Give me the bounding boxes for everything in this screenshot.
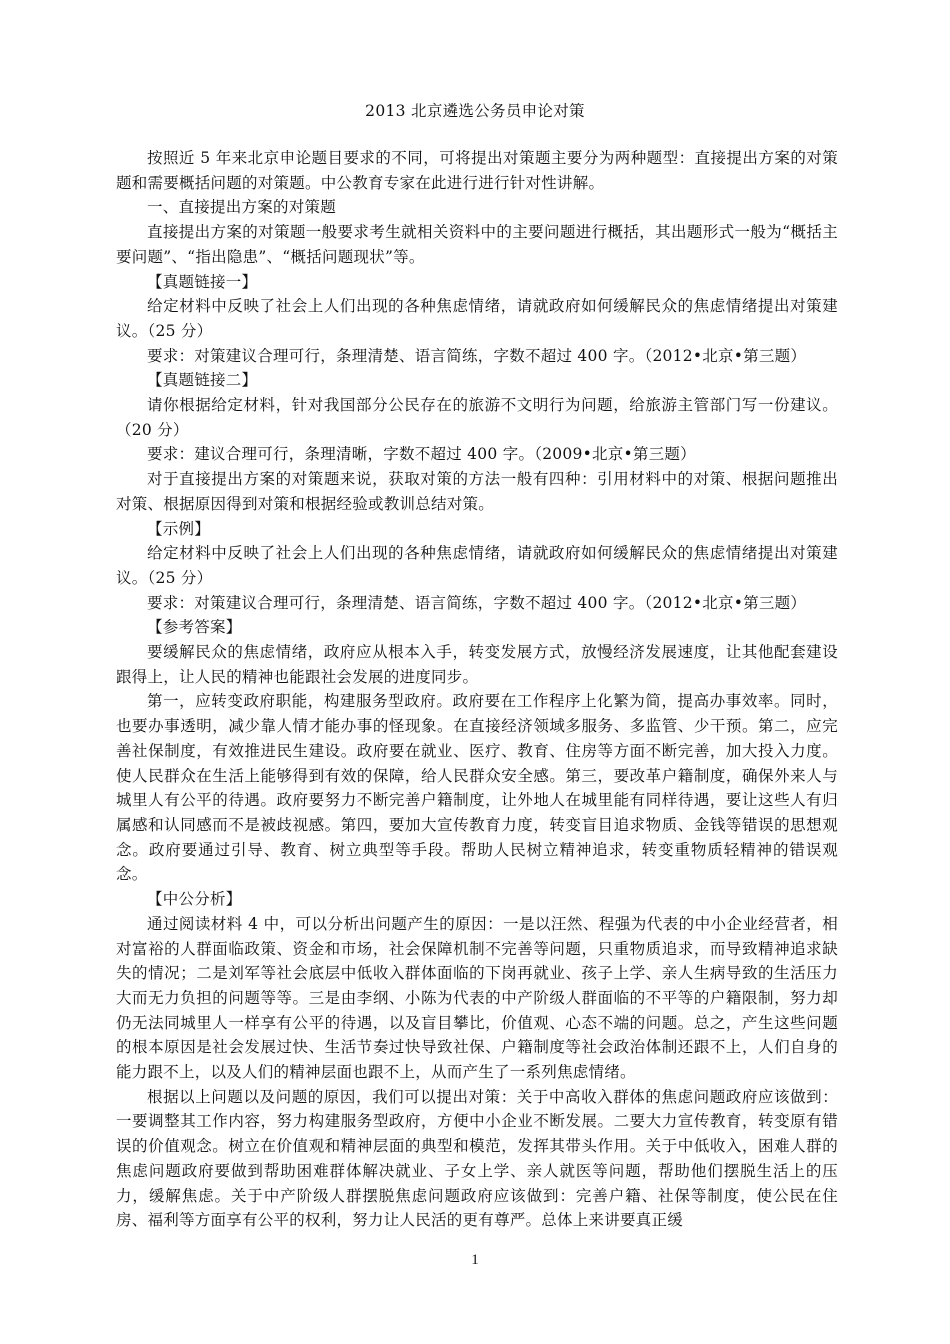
- heading-analysis: 【中公分析】: [147, 890, 242, 909]
- paragraph-exam-link-one-question: 给定材料中反映了社会上人们出现的各种焦虑情绪，请就政府如何缓解民众的焦虑情绪提出对策建议。（25 分）: [116, 297, 838, 340]
- paragraph-answer-intro: 要缓解民众的焦虑情绪，政府应从根本入手，转变发展方式，放慢经济发展速度，让其他配套建设跟得上，让人民的精神也能跟社会发展的进度同步。: [116, 643, 838, 686]
- heading-example: 【示例】: [147, 519, 211, 538]
- paragraph-exam-link-two-requirement: 要求：建议合理可行，条理清晰，字数不超过 400 字。（2009•北京•第三题）: [147, 445, 696, 464]
- paragraph-analysis-countermeasures: 根据以上问题以及问题的原因，我们可以提出对策：关于中高收入群体的焦虑问题政府应该做到：一要调整其工作内容，努力构建服务型政府，方便中小企业不断发展。二要大力宣传教育，转变原有错误的价值观念。树立在价值观和精神层面的典型和模范，发挥其带头作用。关于中低收入，困难人群的焦虑问题政府要做到帮助困难群体解决就业、子女上学、亲人就医等问题，帮助他们摆脱生活上的压力，缓解焦虑。关于中产阶级人群摆脱焦虑问题政府应该做到：完善户籍、社保等制度，使公民在住房、福利等方面享有公平的权利，努力让人民活的更有尊严。总体上来讲要真正缓: [116, 1087, 838, 1230]
- section-heading-direct-proposal: 一、直接提出方案的对策题: [147, 198, 337, 217]
- page-number: 1: [471, 1252, 479, 1268]
- heading-exam-link-two: 【真题链接二】: [147, 371, 258, 390]
- paragraph-example-requirement: 要求：对策建议合理可行，条理清楚、语言简练，字数不超过 400 字。（2012•北京•第三题）: [147, 593, 807, 612]
- paragraph-analysis-causes: 通过阅读材料 4 中，可以分析出问题产生的原因：一是以汪然、程强为代表的中小企业经营者，相对富裕的人群面临政策、资金和市场，社会保障机制不完善等问题，只重物质追求，而导致精神追求缺失的情况；二是刘军等社会底层中低收入群体面临的下岗再就业、孩子上学、亲人生病导致的生活压力大而无力负担的问题等等。三是由李纲、小陈为代表的中产阶级人群面临的不平等的户籍限制，努力却仍无法同城里人一样享有公平的待遇，以及盲目攀比，价值观、心态不端的问题。总之，产生这些问题的根本原因是社会发展过快、生活节奏过快导致社保、户籍制度等社会政治体制还跟不上，人们自身的能力跟不上，以及人们的精神层面也跟不上，从而产生了一系列焦虑情绪。: [116, 914, 838, 1082]
- heading-reference-answer: 【参考答案】: [147, 618, 242, 637]
- paragraph-intro: 按照近 5 年来北京申论题目要求的不同，可将提出对策题主要分为两种题型：直接提出方案的对策题和需要概括问题的对策题。中公教育专家在此进行进行针对性讲解。: [116, 149, 838, 192]
- document-body: [116, 146, 838, 1233]
- paragraph-exam-link-two-question: 请你根据给定材料，针对我国部分公民存在的旅游不文明行为问题，给旅游主管部门写一份建议。（20 分）: [116, 396, 838, 439]
- heading-exam-link-one: 【真题链接一】: [147, 272, 258, 291]
- paragraph-example-question: 给定材料中反映了社会上人们出现的各种焦虑情绪，请就政府如何缓解民众的焦虑情绪提出对策建议。（25 分）: [116, 544, 838, 587]
- document-title: 2013 北京遴选公务员申论对策: [365, 102, 585, 120]
- paragraph-answer-body: 第一，应转变政府职能，构建服务型政府。政府要在工作程序上化繁为简，提高办事效率。同时，也要办事透明，减少靠人情才能办事的怪现象。在直接经济领域多服务、多监管、少干预。第二，应完善社保制度，有效推进民生建设。政府要在就业、医疗、教育、住房等方面不断完善，加大投入力度。使人民群众在生活上能够得到有效的保障，给人民群众安全感。第三，要改革户籍制度，确保外来人与城里人有公平的待遇。政府要努力不断完善户籍制度，让外地人在城里能有同样待遇，要让这些人有归属感和认同感而不是被歧视感。第四，要加大宣传教育力度，转变盲目追求物质、金钱等错误的思想观念。政府要通过引导、教育、树立典型等手段。帮助人民树立精神追求，转变重物质轻精神的错误观念。: [116, 692, 838, 884]
- paragraph-exam-link-one-requirement: 要求：对策建议合理可行，条理清楚、语言简练，字数不超过 400 字。（2012•北京•第三题）: [147, 346, 807, 365]
- paragraph-methods: 对于直接提出方案的对策题来说，获取对策的方法一般有四种：引用材料中的对策、根据问题推出对策、根据原因得到对策和根据经验或教训总结对策。: [116, 470, 838, 513]
- paragraph-direct-proposal-description: 直接提出方案的对策题一般要求考生就相关资料中的主要问题进行概括，其出题形式一般为“概括主要问题”、“指出隐患”、“概括问题现状”等。: [116, 223, 838, 266]
